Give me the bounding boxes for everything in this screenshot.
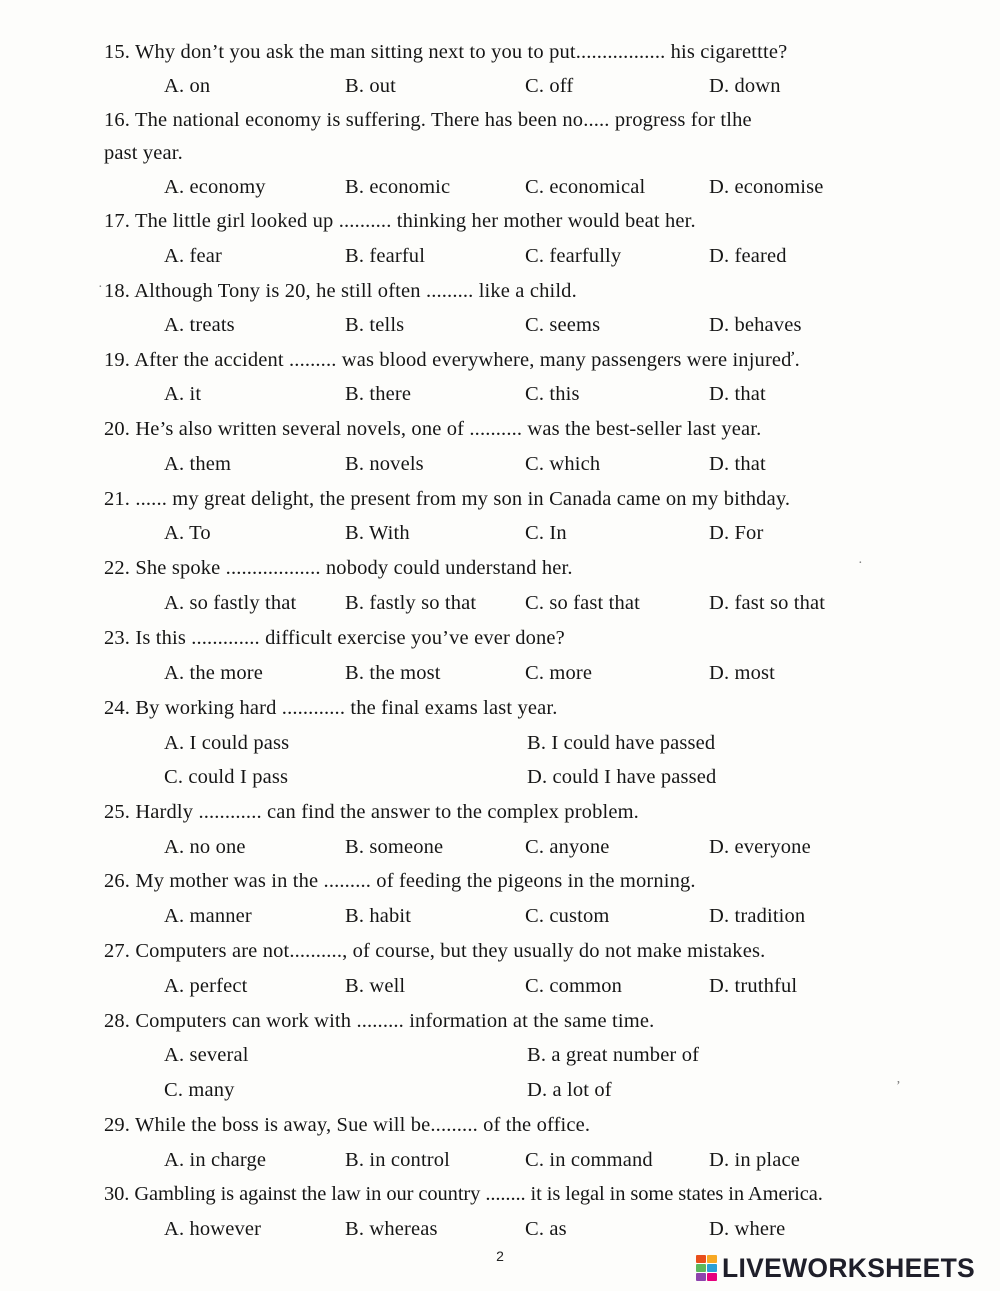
q29-option-c: C. in command	[525, 1149, 653, 1171]
q29-option-a: A. in charge	[164, 1149, 267, 1171]
q26-option-d: D. tradition	[709, 905, 806, 927]
logo-block	[707, 1255, 717, 1263]
liveworksheets-brand[interactable]	[696, 1252, 975, 1284]
q17-option-c: C. fearfully	[525, 245, 622, 267]
q15-option-d: D. down	[709, 75, 781, 97]
q25-option-d: D. everyone	[709, 836, 811, 858]
logo-block	[696, 1273, 706, 1281]
q29-option-b: B. in control	[345, 1149, 451, 1171]
q22-option-b: B. fastly so that	[345, 592, 477, 614]
q17-option-a: A. fear	[164, 245, 222, 267]
q23-option-a: A. the more	[164, 662, 263, 684]
q21-option-c: C. In	[525, 522, 567, 544]
liveworksheets-wordmark: LIVEWORKSHEETS	[722, 1252, 976, 1283]
question-16-line2: past year.	[104, 142, 183, 164]
q15-option-b: B. out	[345, 75, 397, 97]
q18-option-d: D. behaves	[709, 314, 802, 336]
q22-option-d: D. fast so that	[709, 592, 826, 614]
question-24: 24. By working hard ............ the final exams last year.	[104, 697, 558, 719]
q23-option-c: C. more	[525, 662, 593, 684]
logo-block	[696, 1264, 706, 1272]
question-25: 25. Hardly ............ can find the answer to the complex problem.	[104, 801, 639, 823]
q28-option-c: C. many	[164, 1079, 235, 1101]
q24-option-b: B. I could have passed	[527, 732, 716, 754]
q27-option-a: A. perfect	[164, 975, 248, 997]
liveworksheets-logo-icon	[696, 1255, 718, 1281]
q30-option-b: B. whereas	[345, 1218, 438, 1240]
q30-option-c: C. as	[525, 1218, 567, 1240]
q18-option-c: C. seems	[525, 314, 601, 336]
logo-block	[696, 1255, 706, 1263]
question-29: 29. While the boss is away, Sue will be......... of the office.	[104, 1114, 591, 1136]
q28-option-b: B. a great number of	[527, 1044, 700, 1066]
q17-option-b: B. fearful	[345, 245, 426, 267]
q23-option-b: B. the most	[345, 662, 441, 684]
question-28: 28. Computers can work with ......... information at the same time.	[104, 1010, 655, 1032]
q16-option-d: D. economise	[709, 176, 824, 198]
q17-option-d: D. feared	[709, 245, 787, 267]
q16-option-a: A. economy	[164, 176, 266, 198]
q19-option-a: A. it	[164, 383, 202, 405]
q24-option-d: D. could I have passed	[527, 766, 717, 788]
question-27: 27. Computers are not.........., of course, but they usually do not make mistakes.	[104, 940, 766, 962]
q19-option-c: C. this	[525, 383, 580, 405]
q27-option-c: C. common	[525, 975, 623, 997]
q20-option-c: C. which	[525, 453, 601, 475]
question-20: 20. He’s also written several novels, one of .......... was the best-seller last year.	[104, 418, 762, 440]
q20-option-d: D. that	[709, 453, 766, 475]
q21-option-d: D. For	[709, 522, 764, 544]
q30-option-d: D. where	[709, 1218, 786, 1240]
q26-option-c: C. custom	[525, 905, 610, 927]
q24-option-c: C. could I pass	[164, 766, 289, 788]
q27-option-b: B. well	[345, 975, 406, 997]
q25-option-a: A. no one	[164, 836, 246, 858]
question-23: 23. Is this ............. difficult exercise you’ve ever done?	[104, 627, 565, 649]
q28-option-a: A. several	[164, 1044, 249, 1066]
q24-option-a: A. I could pass	[164, 732, 290, 754]
q29-option-d: D. in place	[709, 1149, 801, 1171]
q16-option-b: B. economic	[345, 176, 451, 198]
q16-option-c: C. economical	[525, 176, 646, 198]
q22-option-c: C. so fast that	[525, 592, 640, 614]
scan-mark: ·	[858, 556, 863, 571]
question-15: 15. Why don’t you ask the man sitting next to you to put................. his cigarettte?	[104, 41, 788, 63]
page-number: 2	[496, 1248, 504, 1264]
q20-option-a: A. them	[164, 453, 232, 475]
q26-option-a: A. manner	[164, 905, 252, 927]
question-26: 26. My mother was in the ......... of feeding the pigeons in the morning.	[104, 870, 696, 892]
question-17: 17. The little girl looked up .......... thinking her mother would beat her.	[104, 210, 696, 232]
q25-option-b: B. someone	[345, 836, 444, 858]
q15-option-a: A. on	[164, 75, 211, 97]
q25-option-c: C. anyone	[525, 836, 610, 858]
q28-option-d: D. a lot of	[527, 1079, 612, 1101]
logo-block	[707, 1264, 717, 1272]
question-19: 19. After the accident ......... was blood everywhere, many passengers were injureď.	[104, 349, 800, 371]
q20-option-b: B. novels	[345, 453, 424, 475]
q18-option-b: B. tells	[345, 314, 405, 336]
question-16-line1: 16. The national economy is suffering. There has been no..... progress for tlhe	[104, 109, 752, 131]
question-21: 21. ...... my great delight, the present from my son in Canada came on my bithday.	[104, 488, 791, 510]
q21-option-a: A. To	[164, 522, 211, 544]
scan-mark: ·	[98, 280, 103, 295]
q21-option-b: B. With	[345, 522, 410, 544]
q18-option-a: A. treats	[164, 314, 235, 336]
question-22: 22. She spoke .................. nobody could understand her.	[104, 557, 573, 579]
logo-block	[707, 1273, 717, 1281]
q22-option-a: A. so fastly that	[164, 592, 297, 614]
q23-option-d: D. most	[709, 662, 775, 684]
q30-option-a: A. however	[164, 1218, 262, 1240]
q27-option-d: D. truthful	[709, 975, 798, 997]
scan-mark: ʼ	[896, 1079, 901, 1094]
q26-option-b: B. habit	[345, 905, 412, 927]
question-18: 18. Although Tony is 20, he still often ......... like a child.	[104, 280, 577, 302]
q19-option-b: B. there	[345, 383, 412, 405]
question-30: 30. Gambling is against the law in our country ........ it is legal in some states in America.	[104, 1183, 823, 1205]
q15-option-c: C. off	[525, 75, 574, 97]
q19-option-d: D. that	[709, 383, 766, 405]
